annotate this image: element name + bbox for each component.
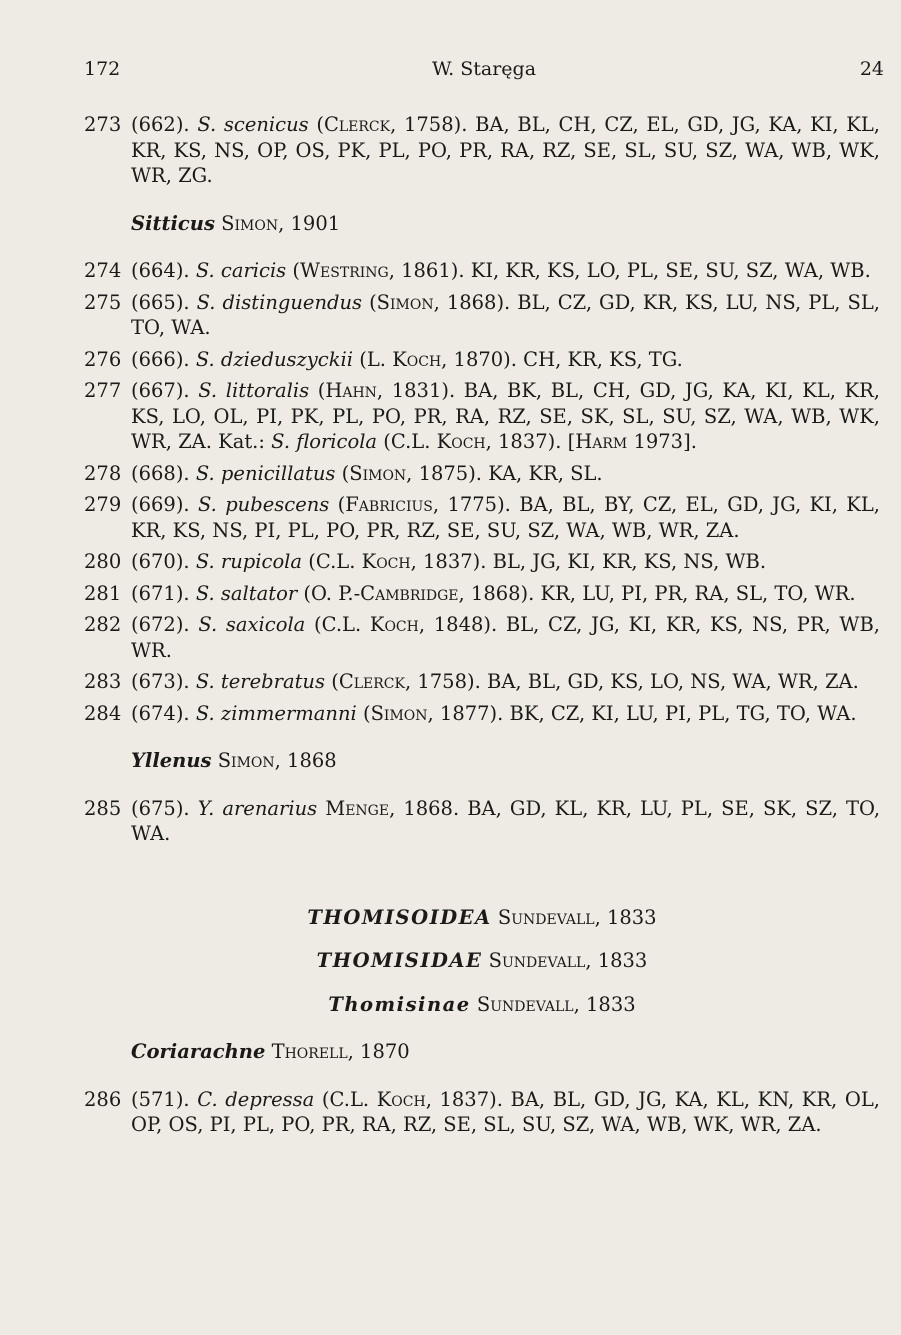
taxon-name: Thomisinae [328, 992, 471, 1016]
species-author: Fabricius [345, 493, 433, 516]
species-author: Simon [376, 290, 434, 314]
synonym-year: , 1837). [ [485, 430, 576, 453]
synonym-genus-abbreviation: S. [271, 430, 291, 453]
taxon-author: Sundevall [476, 992, 574, 1016]
volume-number: 24 [859, 58, 884, 80]
distribution-text: , 1837). BA, BL, GD, JG, KA, KL, KN, KR, OL, OP, OS, PI, PL, PO, PR, RA, RZ, SE, SL, SU, SZ, WA, WB, WK, WR, ZA. [131, 1087, 880, 1136]
species-author: Simon [349, 461, 407, 485]
synonym-author: Koch [436, 430, 486, 453]
species-name: rupicola [220, 550, 303, 573]
genus-abbreviation: S. [197, 113, 217, 136]
author-prefix: ( [337, 493, 346, 516]
author-prefix: ( [317, 379, 326, 402]
entry-number: 278 [84, 461, 122, 485]
previous-number: (667). [131, 379, 190, 402]
genus-abbreviation: S. [195, 581, 215, 605]
species-entry [84, 796, 880, 847]
species-author: Koch [361, 550, 411, 573]
distribution-text: , 1831). BA, BK, BL, CH, GD, JG, KA, KI, KL, KR, KS, LO, OL, PI, PK, PL, PO, PR, RA, RZ, SE, SK, SL, SU, SZ, WA, WB, WK, WR, ZA. Kat.: [131, 379, 880, 453]
entry-number: 275 [84, 290, 122, 314]
genus-author: Thorell [271, 1040, 348, 1063]
author-prefix: (C.L. [321, 1087, 377, 1111]
species-author: Cambridge [360, 581, 459, 605]
genus-abbreviation: Y. [197, 796, 215, 820]
section-spacer [84, 853, 880, 887]
genus-abbreviation: S. [197, 493, 217, 516]
author-prefix: ( [292, 259, 301, 282]
synonym-author-prefix: (C.L. [383, 430, 437, 453]
species-author: Simon [370, 701, 428, 725]
species-author: Koch [392, 347, 442, 371]
taxon-author: Sundevall [497, 905, 595, 929]
entry-number: 273 [84, 113, 122, 136]
species-name: pubescens [225, 493, 330, 516]
author-prefix: ( [362, 701, 371, 725]
distribution-text: , 1848). BL, CZ, JG, KI, KR, KS, NS, PR, WB, WR. [131, 613, 880, 662]
taxon-author: Sundevall [488, 949, 586, 972]
entry-number: 276 [84, 347, 122, 371]
species-name: distinguendus [222, 290, 363, 314]
genus-abbreviation: S. [195, 259, 215, 282]
distribution-text: , 1875). KA, KR, SL. [406, 461, 603, 485]
species-entry [84, 669, 880, 695]
genus-heading [84, 211, 880, 237]
author-prefix: (O. P.- [303, 581, 361, 605]
previous-number: (670). [131, 550, 190, 573]
taxon-year: , 1833 [573, 992, 636, 1016]
author-prefix: (C.L. [308, 550, 362, 573]
previous-number: (671). [131, 581, 190, 605]
entry-number: 279 [84, 493, 122, 516]
genus-author: Simon [221, 211, 279, 235]
species-entry [84, 549, 880, 575]
genus-year: , 1901 [278, 211, 341, 235]
taxon-heading [84, 948, 880, 974]
species-list [84, 112, 880, 1144]
entry-number: 274 [84, 259, 122, 282]
species-author: Westring [300, 259, 389, 282]
genus-heading [84, 748, 880, 774]
genus-name: Sitticus [131, 211, 215, 235]
species-author: Clerck [338, 670, 405, 693]
genus-name: Yllenus [131, 749, 212, 772]
genus-year: , 1868 [274, 749, 337, 772]
genus-abbreviation: S. [195, 550, 215, 573]
genus-heading [84, 1039, 880, 1065]
genus-abbreviation: S. [195, 461, 215, 485]
genus-abbreviation: S. [196, 290, 216, 314]
species-entry [84, 112, 880, 189]
species-entry [84, 258, 880, 284]
previous-number: (675). [131, 796, 190, 820]
distribution-text: , 1758). BA, BL, GD, KS, LO, NS, WA, WR, ZA. [404, 670, 859, 693]
running-author: W. Staręga [431, 58, 537, 80]
taxon-heading [84, 992, 880, 1018]
taxon-year: , 1833 [594, 905, 657, 929]
taxon-heading [84, 905, 880, 931]
genus-abbreviation: S. [195, 701, 215, 725]
species-author: Koch [376, 1087, 426, 1111]
previous-number: (666). [131, 347, 190, 371]
taxon-year: , 1833 [585, 949, 648, 972]
previous-number: (662). [131, 113, 190, 136]
species-name: zimmermanni [220, 701, 357, 725]
genus-author: Simon [217, 749, 275, 772]
entry-number: 286 [84, 1087, 122, 1111]
distribution-text: , 1868). BL, CZ, GD, KR, KS, LU, NS, PL, SL, TO, WA. [131, 290, 881, 339]
distribution-text: , 1758). BA, BL, CH, CZ, EL, GD, JG, KA, KI, KL, KR, KS, NS, OP, OS, PK, PL, PO, PR, RA, RZ, SE, SL, SU, SZ, WA, WB, WK, WR, ZG. [131, 113, 881, 187]
previous-number: (674). [131, 701, 190, 725]
entry-number: 282 [84, 613, 122, 636]
species-name: arenarius [222, 796, 318, 820]
genus-abbreviation: S. [198, 379, 218, 402]
genus-abbreviation: S. [195, 670, 215, 693]
page-number: 172 [84, 58, 121, 80]
species-name: penicillatus [220, 461, 336, 485]
species-name: littoralis [225, 379, 310, 402]
entry-number: 280 [84, 550, 122, 573]
distribution-text: , 1868. BA, GD, KL, KR, LU, PL, SE, SK, SZ, TO, WA. [131, 796, 881, 845]
entry-number: 284 [84, 701, 122, 725]
species-author: Clerck [323, 113, 391, 136]
previous-number: (668). [131, 461, 190, 485]
species-entry [84, 581, 880, 607]
entry-number: 277 [84, 379, 122, 402]
species-name: depressa [225, 1087, 315, 1111]
species-name: saltator [220, 581, 298, 605]
species-entry [84, 290, 880, 341]
genus-abbreviation: C. [197, 1087, 218, 1111]
previous-number: (571). [131, 1087, 190, 1111]
distribution-text: , 1868). KR, LU, PI, PR, RA, SL, TO, WR. [458, 581, 856, 605]
species-entry [84, 492, 880, 543]
distribution-text: , 1837). BL, JG, KI, KR, KS, NS, WB. [410, 550, 767, 573]
species-entry [84, 347, 880, 373]
entry-number: 283 [84, 670, 122, 693]
previous-number: (664). [131, 259, 190, 282]
synonym-species-name: floricola [296, 430, 378, 453]
author-prefix: ( [369, 290, 377, 314]
species-author: Menge [325, 796, 390, 820]
genus-name: Coriarachne [131, 1040, 266, 1063]
species-author: Hahn [325, 379, 377, 402]
distribution-text: , 1870). CH, KR, KS, TG. [441, 347, 683, 371]
running-header [84, 58, 884, 88]
distribution-text: , 1861). KI, KR, KS, LO, PL, SE, SU, SZ, WA, WB. [388, 259, 871, 282]
species-author: Koch [369, 613, 419, 636]
species-name: dzieduszyckii [220, 347, 354, 371]
species-entry [84, 461, 880, 487]
species-name: scenicus [223, 113, 309, 136]
author-prefix: ( [331, 670, 339, 693]
species-name: terebratus [220, 670, 325, 693]
entry-number: 285 [84, 796, 122, 820]
previous-number: (672). [131, 613, 190, 636]
distribution-text: , 1877). BK, CZ, KI, LU, PI, PL, TG, TO, WA. [427, 701, 857, 725]
species-entry [84, 1087, 880, 1138]
reference-year: 1973]. [627, 430, 697, 453]
genus-year: , 1870 [347, 1040, 410, 1063]
author-prefix: (C.L. [314, 613, 370, 636]
species-entry [84, 701, 880, 727]
reference-author: Harm [575, 430, 628, 453]
species-entry [84, 378, 880, 455]
entry-number: 281 [84, 581, 122, 605]
previous-number: (665). [131, 290, 190, 314]
genus-abbreviation: S. [198, 613, 218, 636]
species-name: saxicola [225, 613, 306, 636]
species-entry [84, 612, 880, 663]
taxon-name: THOMISOIDEA [307, 905, 492, 929]
previous-number: (669). [131, 493, 190, 516]
taxon-name: THOMISIDAE [316, 949, 483, 972]
genus-abbreviation: S. [195, 347, 215, 371]
previous-number: (673). [131, 670, 190, 693]
author-prefix: ( [341, 461, 350, 485]
species-name: caricis [220, 259, 287, 282]
distribution-text: , 1775). BA, BL, BY, CZ, EL, GD, JG, KI, KL, KR, KS, NS, PI, PL, PO, PR, RZ, SE, SU, SZ, WA, WB, WR, ZA. [131, 493, 881, 542]
author-prefix: (L. [359, 347, 393, 371]
author-prefix: ( [316, 113, 324, 136]
